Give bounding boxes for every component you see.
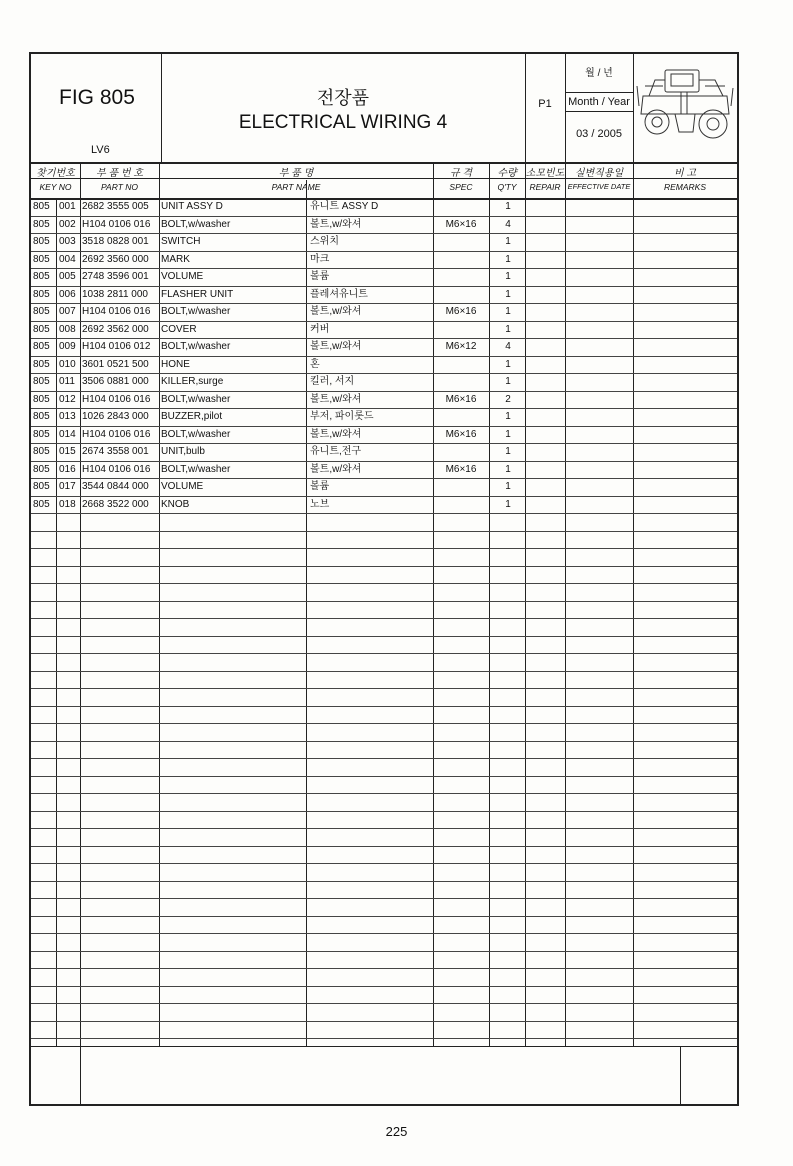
empty-row <box>31 968 737 987</box>
empty-row <box>31 531 737 550</box>
part-name-korean-cell: 볼트,w/와셔 <box>310 393 362 405</box>
table-row <box>31 233 737 252</box>
qty-cell: 1 <box>505 358 511 370</box>
empty-row <box>31 688 737 707</box>
col-remarks-en: REMARKS <box>663 182 707 192</box>
col-repair-kr: 소모빈도 <box>525 168 565 179</box>
key-number-cell: 007 <box>59 306 76 317</box>
col-key-kr: 찾기번호 <box>36 168 75 179</box>
part-number-cell: H104 0106 016 <box>82 393 151 405</box>
spec-cell <box>435 268 487 286</box>
part-number-cell: 2668 3522 000 <box>82 498 149 510</box>
fig-number-cell: 805 <box>33 358 50 370</box>
part-name-english-cell: SWITCH <box>161 236 201 247</box>
spec-cell: M6×16 <box>445 393 477 405</box>
part-name-korean-cell: 볼트,w/와셔 <box>310 428 362 440</box>
fig-number-cell: 805 <box>33 236 50 247</box>
fig-number-cell: 805 <box>33 463 50 475</box>
key-number-cell: 013 <box>59 411 76 422</box>
fig-number-cell: 805 <box>33 341 50 352</box>
part-name-korean-cell: 부저, 파이롯드 <box>310 411 374 422</box>
qty-cell: 1 <box>505 288 511 300</box>
fig-number-cell: 805 <box>33 323 50 335</box>
key-number-cell: 003 <box>59 236 76 247</box>
table-row <box>31 338 737 357</box>
qty-cell: 1 <box>505 428 511 440</box>
spec-cell <box>435 373 487 391</box>
qty-cell: 1 <box>505 323 511 335</box>
part-name-english-cell: BOLT,w/washer <box>161 218 231 230</box>
empty-row <box>31 1003 737 1022</box>
qty-cell: 4 <box>505 218 511 230</box>
key-number-cell: 008 <box>59 323 76 335</box>
fig-number-cell: 805 <box>33 376 50 387</box>
spec-cell: M6×16 <box>445 306 477 317</box>
part-number-cell: H104 0106 016 <box>82 218 151 230</box>
empty-row <box>31 776 737 795</box>
table-row <box>31 461 737 480</box>
part-name-english-cell: HONE <box>161 358 190 370</box>
empty-row <box>31 863 737 882</box>
part-name-korean-cell: 노브 <box>310 498 330 510</box>
empty-row <box>31 986 737 1005</box>
fig-number-cell: 805 <box>33 288 50 300</box>
fig-number-cell: 805 <box>33 201 50 212</box>
spec-cell: M6×16 <box>445 428 477 440</box>
part-number-cell: 2682 3555 005 <box>82 201 149 212</box>
empty-row <box>31 951 737 970</box>
empty-row <box>31 828 737 847</box>
table-row <box>31 391 737 410</box>
empty-row <box>31 601 737 620</box>
part-name-english-cell: MARK <box>161 253 190 265</box>
col-repair-en: REPAIR <box>529 182 561 192</box>
empty-row <box>31 513 737 532</box>
qty-cell: 1 <box>505 253 511 265</box>
empty-row <box>31 793 737 812</box>
title-english: ELECTRICAL WIRING 4 <box>238 112 448 133</box>
key-number-cell: 004 <box>59 253 76 265</box>
part-number-cell: 3601 0521 500 <box>82 358 149 370</box>
table-row <box>31 251 737 270</box>
spec-cell: M6×16 <box>445 463 477 475</box>
col-effective-en: EFFECTIVE DATE <box>567 182 631 191</box>
part-name-korean-cell: 유니트,전구 <box>310 446 362 457</box>
part-name-korean-cell: 볼트,w/와셔 <box>310 341 362 352</box>
part-number-cell: H104 0106 016 <box>82 306 151 317</box>
part-name-english-cell: UNIT ASSY D <box>161 201 223 212</box>
spec-cell <box>435 408 487 426</box>
table-row <box>31 216 737 235</box>
col-spec-en: SPEC <box>449 182 473 192</box>
table-row <box>31 198 737 217</box>
empty-row <box>31 898 737 917</box>
qty-cell: 1 <box>505 446 511 457</box>
spec-cell <box>435 233 487 251</box>
col-partname-kr: 부 품 명 <box>278 168 314 179</box>
page-code: P1 <box>538 98 552 110</box>
part-number-cell: 3506 0881 000 <box>82 376 149 387</box>
key-number-cell: 012 <box>59 393 76 405</box>
part-name-english-cell: BOLT,w/washer <box>161 306 231 317</box>
empty-row <box>31 706 737 725</box>
fig-number-cell: 805 <box>33 428 50 440</box>
part-name-english-cell: COVER <box>161 323 197 335</box>
table-row <box>31 286 737 305</box>
empty-row <box>31 653 737 672</box>
fig-number-cell: 805 <box>33 481 50 492</box>
part-name-english-cell: VOLUME <box>161 271 204 282</box>
col-effective-kr: 실변직용일 <box>574 168 624 179</box>
spec-cell <box>435 443 487 461</box>
figure-number: FIG 805 <box>59 86 135 109</box>
part-number-cell: 3518 0828 001 <box>82 236 149 247</box>
qty-cell: 1 <box>505 481 511 492</box>
part-name-korean-cell: 유니트 ASSY D <box>310 201 379 212</box>
table-row <box>31 426 737 445</box>
empty-row <box>31 916 737 935</box>
part-name-korean-cell: 커버 <box>310 323 330 335</box>
empty-row <box>31 636 737 655</box>
empty-row <box>31 741 737 760</box>
part-number-cell: H104 0106 016 <box>82 463 151 475</box>
table-row <box>31 303 737 322</box>
empty-row <box>31 671 737 690</box>
table-row <box>31 373 737 392</box>
fig-number-cell: 805 <box>33 306 50 317</box>
qty-cell: 1 <box>505 236 511 247</box>
qty-cell: 4 <box>505 341 511 352</box>
qty-cell: 1 <box>505 306 511 317</box>
key-number-cell: 009 <box>59 341 76 352</box>
empty-row <box>31 846 737 865</box>
model-name: LV6 <box>91 144 110 156</box>
part-number-cell: 3544 0844 000 <box>82 481 149 492</box>
spec-cell <box>435 356 487 374</box>
parts-sheet <box>29 52 739 1106</box>
col-qty-kr: 수량 <box>497 168 517 179</box>
part-number-cell: 2748 3596 001 <box>82 271 149 282</box>
sheet-header <box>31 54 737 164</box>
key-number-cell: 018 <box>59 498 76 510</box>
title-korean: 전장품 <box>316 88 370 108</box>
table-row <box>31 356 737 375</box>
part-name-korean-cell: 플레셔유니트 <box>310 288 368 300</box>
key-number-cell: 015 <box>59 446 76 457</box>
col-partname-en: PART NAME <box>271 182 321 192</box>
empty-row <box>31 723 737 742</box>
empty-row <box>31 1021 737 1040</box>
month-year-english: Month / Year <box>565 92 633 112</box>
qty-cell: 2 <box>505 393 511 405</box>
key-number-cell: 011 <box>59 376 75 387</box>
empty-row <box>31 881 737 900</box>
part-name-english-cell: VOLUME <box>161 481 204 492</box>
part-name-english-cell: BOLT,w/washer <box>161 463 231 475</box>
month-year-cell <box>565 54 633 162</box>
part-name-english-cell: BOLT,w/washer <box>161 341 231 352</box>
part-name-english-cell: UNIT,bulb <box>161 446 205 457</box>
empty-row <box>31 811 737 830</box>
part-name-korean-cell: 킬러, 서지 <box>310 376 355 387</box>
col-partno-en: PART NO <box>101 182 138 192</box>
spec-cell <box>435 496 487 514</box>
part-name-korean-cell: 볼트,w/와셔 <box>310 463 362 475</box>
fig-number-cell: 805 <box>33 253 50 265</box>
fig-number-cell: 805 <box>33 446 50 457</box>
qty-cell: 1 <box>505 271 511 282</box>
key-number-cell: 017 <box>59 481 76 492</box>
key-number-cell: 016 <box>59 463 76 475</box>
part-number-cell: 2674 3558 001 <box>82 446 149 457</box>
part-name-english-cell: BOLT,w/washer <box>161 428 231 440</box>
col-remarks-kr: 비 고 <box>673 168 697 179</box>
part-name-korean-cell: 볼륨 <box>310 481 330 492</box>
col-spec-kr: 규 격 <box>449 168 473 179</box>
qty-cell: 1 <box>505 498 511 510</box>
spec-cell: M6×16 <box>445 218 477 230</box>
part-name-english-cell: KILLER,surge <box>161 376 224 387</box>
part-number-cell: 2692 3562 000 <box>82 323 149 335</box>
fig-number-cell: 805 <box>33 411 50 422</box>
key-number-cell: 006 <box>59 288 76 300</box>
part-name-english-cell: BUZZER,pilot <box>161 411 223 422</box>
empty-row <box>31 583 737 602</box>
table-row <box>31 321 737 340</box>
qty-cell: 1 <box>505 411 511 422</box>
fig-number-cell: 805 <box>33 218 50 230</box>
key-number-cell: 001 <box>59 201 76 212</box>
empty-row <box>31 933 737 952</box>
part-number-cell: 1038 2811 000 <box>82 288 148 300</box>
month-year-korean: 월 / 년 <box>585 68 613 79</box>
qty-cell: 1 <box>505 376 511 387</box>
part-name-korean-cell: 볼트,w/와셔 <box>310 218 362 230</box>
part-name-korean-cell: 혼 <box>310 358 320 370</box>
qty-cell: 1 <box>505 463 511 475</box>
spec-cell <box>435 251 487 269</box>
empty-row <box>31 566 737 585</box>
key-number-cell: 002 <box>59 218 76 230</box>
part-name-korean-cell: 스위치 <box>310 236 339 247</box>
key-number-cell: 010 <box>59 358 76 370</box>
fig-number-cell: 805 <box>33 271 50 282</box>
table-row <box>31 478 737 497</box>
qty-cell: 1 <box>505 201 511 212</box>
part-name-korean-cell: 마크 <box>310 253 330 265</box>
key-number-cell: 005 <box>59 271 76 282</box>
issue-date: 03 / 2005 <box>576 128 622 140</box>
spec-cell <box>435 198 487 216</box>
spec-cell <box>435 286 487 304</box>
key-number-cell: 014 <box>59 428 76 440</box>
part-name-korean-cell: 볼트,w/와셔 <box>310 306 362 317</box>
spec-cell <box>435 321 487 339</box>
part-name-korean-cell: 볼륨 <box>310 271 330 282</box>
part-name-english-cell: FLASHER UNIT <box>161 288 234 300</box>
page-number: 225 <box>385 1124 408 1139</box>
fig-number-cell: 805 <box>33 498 50 510</box>
part-number-cell: 2692 3560 000 <box>82 253 149 265</box>
part-name-english-cell: KNOB <box>161 498 190 510</box>
empty-row <box>31 758 737 777</box>
fig-number-cell: 805 <box>33 393 50 405</box>
spec-cell <box>435 478 487 496</box>
part-name-english-cell: BOLT,w/washer <box>161 393 231 405</box>
col-qty-en: Q'TY <box>497 182 517 192</box>
part-number-cell: H104 0106 016 <box>82 428 151 440</box>
empty-row <box>31 548 737 567</box>
table-row <box>31 408 737 427</box>
table-row <box>31 496 737 515</box>
empty-row <box>31 618 737 637</box>
spec-cell: M6×12 <box>445 341 477 352</box>
col-partno-kr: 부 품 번 호 <box>96 168 143 179</box>
part-number-cell: 1026 2843 000 <box>82 411 149 422</box>
tractor-illustration-icon <box>635 56 735 146</box>
part-number-cell: H104 0106 012 <box>82 341 151 352</box>
table-row <box>31 268 737 287</box>
table-row <box>31 443 737 462</box>
column-headers <box>31 162 737 200</box>
col-key-en: KEY NO <box>39 182 72 192</box>
